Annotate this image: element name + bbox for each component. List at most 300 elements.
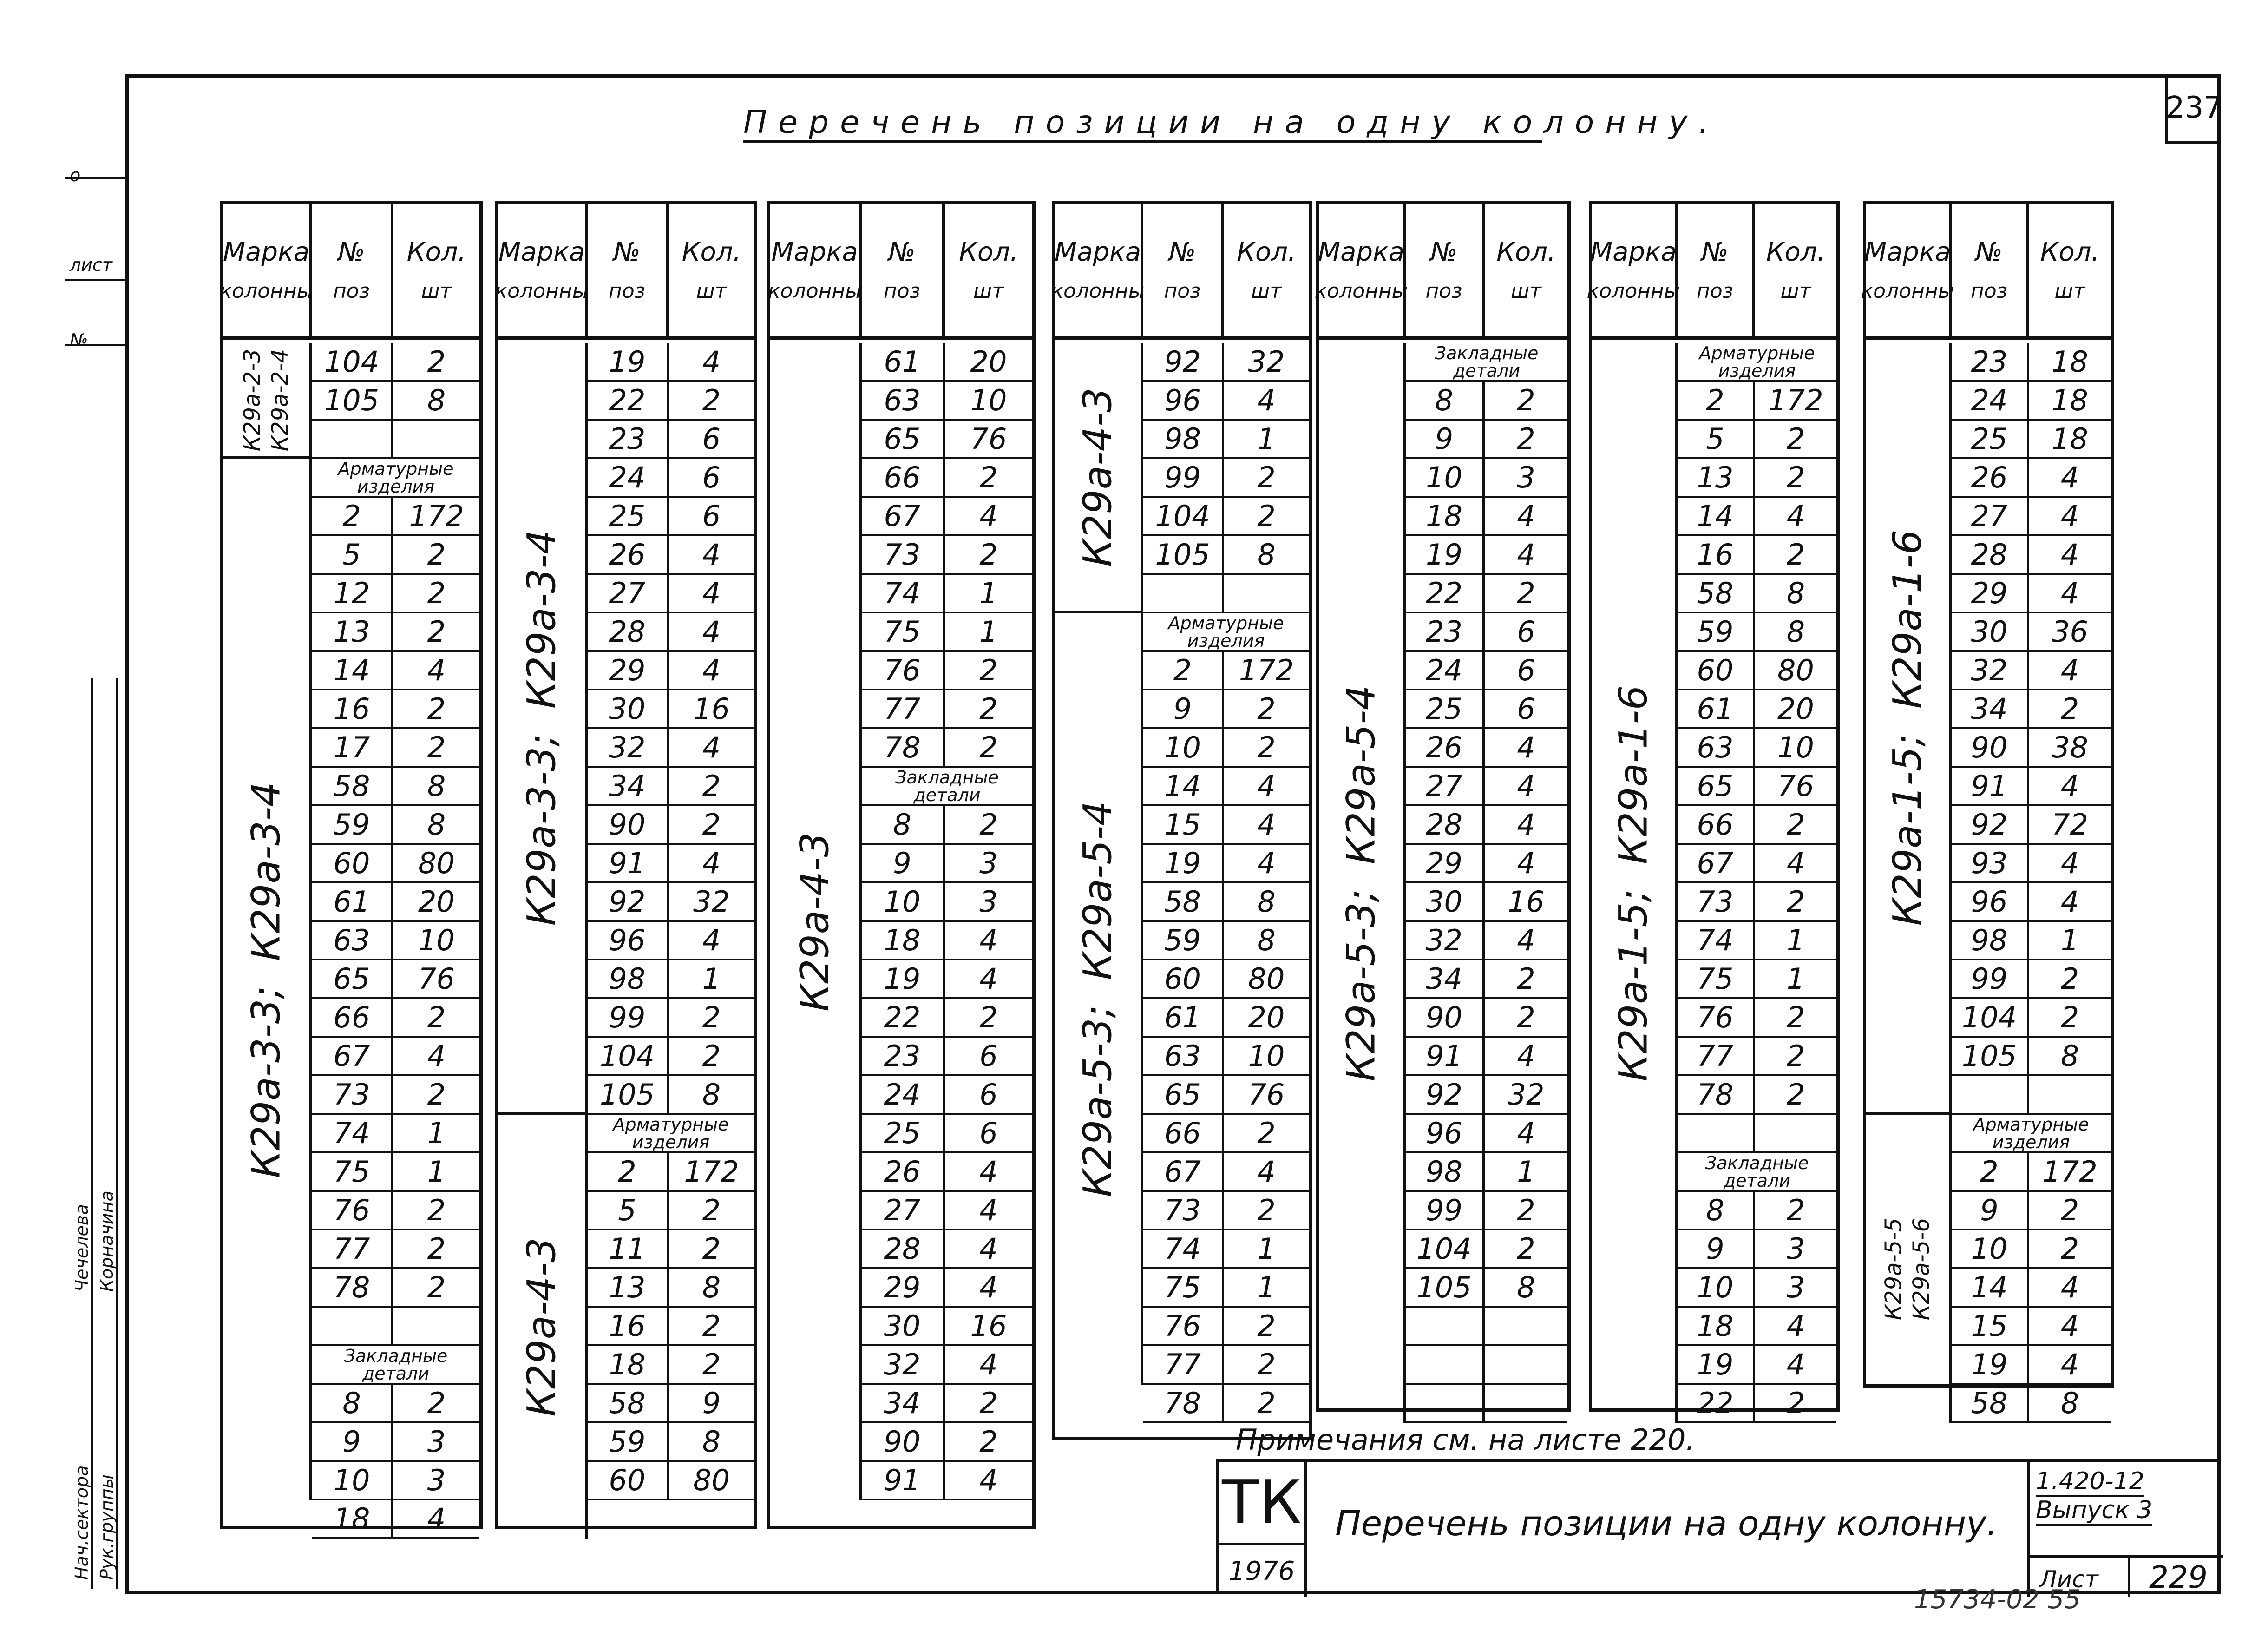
position-cell: 12 [312,575,393,612]
table-row [1678,1308,1836,1346]
table-row [1952,690,2111,729]
quantity-cell: 3 [1517,460,1535,494]
position-cell: 65 [1678,768,1755,804]
strip-rule [65,177,125,179]
position-cell [312,1308,393,1344]
column-mark-text: К29а-5-3; К29а-5-4 [1338,685,1384,1082]
table-row [312,729,479,768]
header-label: шт [1251,279,1282,303]
quantity-cell: 18 [2052,383,2088,417]
quantity-cell: 2 [1786,1078,1805,1111]
section-heading-row [1406,343,1567,382]
column-mark [1055,343,1143,613]
position-cell: 24 [1406,652,1485,689]
position-cell: 14 [312,652,393,689]
position-cell: 65 [312,960,393,997]
quantity-cell: 8 [427,769,446,803]
table-row [1406,960,1567,999]
table-header-cell [669,204,754,336]
position-cell: 73 [1678,883,1755,920]
quantity-cell: 8 [702,1078,721,1111]
column-mark [498,1115,588,1539]
table-row [1678,1346,1836,1385]
table-row [1143,806,1309,845]
position-cell: 58 [1678,575,1755,612]
table-row [588,1076,754,1115]
quantity-cell: 2 [979,1425,998,1459]
header-label: Кол. [1766,237,1826,267]
quantity-cell: 6 [979,1116,998,1150]
column-mark [1055,613,1143,1385]
quantity-cell: 2 [1517,1000,1535,1034]
table-row [1406,421,1567,459]
position-cell: 27 [862,1192,945,1229]
quantity-cell: 80 [693,1463,730,1497]
quantity-cell: 2 [979,1000,998,1034]
header-label: Марка [1864,237,1951,267]
table-row [312,806,479,845]
table-row [312,575,479,613]
quantity-cell: 4 [702,730,721,764]
section-heading: Закладные детали [1705,1152,1809,1191]
quantity-cell: 20 [418,885,455,919]
quantity-cell: 4 [1257,808,1276,842]
position-cell: 67 [862,498,945,534]
position-cell [1406,1385,1485,1421]
quantity-cell: 8 [2060,1039,2079,1073]
table-row [588,1153,754,1192]
quantity-cell: 8 [702,1425,721,1459]
table-row [862,382,1032,421]
quantity-cell: 1 [979,576,998,610]
position-cell: 2 [1952,1153,2029,1190]
position-cell: 26 [588,536,669,573]
table-row [1143,1115,1309,1153]
quantity-cell: 4 [427,1502,446,1536]
table-row [1143,999,1309,1038]
quantity-cell: 4 [2060,538,2079,572]
quantity-cell: 4 [702,653,721,687]
position-cell: 5 [1678,421,1755,457]
table-row [1952,960,2111,999]
quantity-cell: 2 [979,808,998,842]
table-row [862,1462,1032,1500]
header-label: № [1975,237,2003,267]
position-cell: 98 [1143,421,1224,457]
position-cell: 61 [1143,999,1224,1036]
position-cell: 10 [862,883,945,920]
table-row [862,1269,1032,1308]
position-cell: 19 [1143,845,1224,881]
table-row [1406,498,1567,536]
table-row [1952,498,2111,536]
table-row [1406,768,1567,806]
table-row [1406,382,1567,421]
table-row [588,459,754,498]
quantity-cell: 76 [1777,769,1814,803]
quantity-cell: 2 [1517,1232,1535,1266]
table-row [588,421,754,459]
strip-rule [91,678,93,1589]
quantity-cell: 2 [1517,1193,1535,1227]
quantity-cell: 4 [1517,730,1535,764]
position-cell: 27 [588,575,669,612]
quantity-cell: 10 [418,923,455,957]
table-row [312,536,479,575]
quantity-cell: 2 [427,1000,446,1034]
header-label: поз [608,279,646,303]
table-row [862,960,1032,999]
position-cell: 10 [1678,1269,1755,1306]
title-block [1216,1459,2221,1594]
table-row [1143,1076,1309,1115]
position-cell: 19 [862,960,945,997]
quantity-cell: 3 [1786,1232,1805,1266]
quantity-cell: 1 [979,615,998,649]
table-row [1678,536,1836,575]
quantity-cell: 80 [1777,653,1814,687]
quantity-cell: 2 [702,1039,721,1073]
quantity-cell: 172 [1768,383,1823,417]
table-row [312,1500,479,1539]
quantity-cell: 2 [979,1386,998,1420]
table-row [588,1192,754,1230]
table-row [1406,845,1567,883]
quantity-cell: 1 [1257,1232,1276,1266]
document-code-line2: Выпуск 3 [2036,1497,2152,1526]
table-row [1678,845,1836,883]
quantity-cell: 1 [1517,1155,1535,1189]
section-heading-row [1143,613,1309,652]
table-row [862,922,1032,960]
column-mark-text: К29а-3-3; К29а-3-4 [518,529,564,926]
table-header-cell [1861,204,1954,336]
table-row [1143,690,1309,729]
header-label: шт [2054,279,2085,303]
table-row [1678,421,1836,459]
table-row [1406,806,1567,845]
position-cell: 22 [1406,575,1485,612]
table-row [312,382,479,421]
quantity-cell: 4 [1257,383,1276,417]
quantity-cell: 4 [2060,769,2079,803]
position-cell: 23 [1406,613,1485,650]
section-heading: Арматурные изделия [1973,1114,2089,1152]
position-cell: 77 [1143,1346,1224,1383]
quantity-cell: 6 [979,1039,998,1073]
table-row [1678,613,1836,652]
position-cell: 93 [1952,845,2029,881]
table-header-cell [312,204,393,336]
position-cell: 34 [1406,960,1485,997]
table-row [1678,1038,1836,1076]
position-cell: 11 [588,1230,669,1267]
position-cell: 104 [312,343,393,380]
quantity-cell: 8 [1257,923,1276,957]
position-cell: 78 [862,729,945,766]
table-row [1678,729,1836,768]
quantity-cell: 6 [1517,615,1535,649]
column-mark-text: К29а-2-3 К29а-2-4 [239,349,293,451]
quantity-cell: 4 [2060,499,2079,533]
quantity-cell: 2 [702,1000,721,1034]
table-row [1143,343,1309,382]
table-row [862,652,1032,690]
position-cell: 19 [1952,1346,2029,1383]
position-cell: 66 [312,999,393,1036]
position-cell: 99 [588,999,669,1036]
position-cell: 99 [1143,459,1224,496]
header-label: № [888,237,916,267]
quantity-cell: 2 [427,1232,446,1266]
table-row [862,1230,1032,1269]
position-cell: 23 [588,421,669,457]
table-row [1406,1346,1567,1385]
quantity-cell: 4 [427,653,446,687]
position-cell: 29 [588,652,669,689]
table-header-cell [2029,204,2111,336]
table-row [588,729,754,768]
position-table [495,201,757,1529]
position-cell: 19 [1406,536,1485,573]
header-label: поз [1425,279,1462,303]
quantity-cell: 4 [1517,1039,1535,1073]
position-cell: 105 [312,382,393,419]
sheet-value: 229 [2128,1558,2226,1597]
table-row [1406,536,1567,575]
position-cell: 76 [312,1192,393,1229]
table-row [1952,845,2111,883]
quantity-cell: 4 [702,538,721,572]
header-rule [770,336,1032,340]
position-cell: 78 [1143,1385,1224,1421]
table-row [588,382,754,421]
position-cell: 25 [862,1115,945,1151]
position-cell: 8 [1678,1192,1755,1229]
quantity-cell: 2 [702,808,721,842]
quantity-cell: 2 [979,692,998,726]
table-row [1406,883,1567,922]
quantity-cell: 2 [1257,1348,1276,1381]
position-cell: 96 [1952,883,2029,920]
position-cell: 19 [588,343,669,380]
quantity-cell: 2 [1257,1309,1276,1343]
quantity-cell: 4 [1517,538,1535,572]
table-row [1406,729,1567,768]
position-cell: 9 [1952,1192,2029,1229]
header-label: колонны [1586,279,1680,303]
table-row [588,768,754,806]
strip-label-a: о [70,165,81,185]
position-cell: 74 [312,1115,393,1151]
table-header-cell [588,204,669,336]
table-header-cell [495,204,589,336]
quantity-cell: 4 [979,1270,998,1304]
quantity-cell: 80 [418,846,455,880]
quantity-cell: 4 [979,962,998,996]
position-cell: 30 [862,1308,945,1344]
position-cell: 61 [862,343,945,380]
section-heading-row [1678,343,1836,382]
position-cell: 60 [1678,652,1755,689]
position-cell: 92 [1952,806,2029,843]
quantity-cell: 2 [2060,1193,2079,1227]
quantity-cell: 18 [2052,422,2088,456]
table-row [1143,922,1309,960]
quantity-cell [393,1308,479,1344]
position-cell [1678,1115,1755,1151]
position-cell: 32 [862,1346,945,1383]
column-mark [498,343,588,1115]
table-row [588,999,754,1038]
quantity-cell: 32 [1248,345,1285,379]
table-row [312,1038,479,1076]
position-cell: 2 [588,1153,669,1190]
quantity-cell: 6 [1517,692,1535,726]
table-row [588,1423,754,1462]
position-cell: 26 [1952,459,2029,496]
document-code [2027,1462,2223,1555]
table-row [1678,1076,1836,1115]
position-cell: 105 [1143,536,1224,573]
quantity-cell: 4 [1786,846,1805,880]
strip-rule [65,279,125,281]
column-mark-text: К29а-3-3; К29а-3-4 [243,782,289,1178]
position-cell: 34 [588,768,669,804]
table-row [862,845,1032,883]
table-row [1678,999,1836,1038]
table-header-cell [1143,204,1224,336]
quantity-cell: 2 [427,1193,446,1227]
quantity-cell: 2 [1786,1000,1805,1034]
table-row [1406,613,1567,652]
position-cell: 63 [862,382,945,419]
quantity-cell: 4 [2060,1270,2079,1304]
table-row [1678,1385,1836,1423]
quantity-cell: 2 [702,1309,721,1343]
position-cell: 26 [862,1153,945,1190]
table-row [312,1153,479,1192]
header-label: шт [1511,279,1541,303]
position-cell: 14 [1143,768,1224,804]
signature-name-2: Корначина [97,1190,117,1292]
table-row [1952,343,2111,382]
quantity-cell: 16 [1508,885,1545,919]
header-label: № [613,237,641,267]
table-header-cell [770,204,862,336]
position-cell: 30 [1952,613,2029,650]
position-cell: 19 [1678,1346,1755,1383]
table-row [312,421,479,459]
position-cell: 10 [1143,729,1224,766]
header-label: Кол. [2040,237,2100,267]
position-cell: 76 [1678,999,1755,1036]
table-row [1678,922,1836,960]
position-cell: 18 [588,1346,669,1383]
header-label: колонны [768,279,861,303]
position-cell: 58 [312,768,393,804]
quantity-cell: 4 [979,1232,998,1266]
table-row [862,498,1032,536]
quantity-cell: 2 [1257,1386,1276,1420]
quantity-cell: 76 [418,962,455,996]
position-cell: 67 [1143,1153,1224,1190]
table-row [1143,1192,1309,1230]
table-header-cell [1678,204,1755,336]
header-rule [1592,336,1836,340]
sheet-number: 237 [2165,74,2221,144]
section-heading-row [312,459,479,498]
quantity-cell: 9 [702,1386,721,1420]
quantity-cell [393,421,479,457]
table-row [312,613,479,652]
position-cell: 75 [312,1153,393,1190]
position-cell: 59 [1143,922,1224,959]
quantity-cell: 1 [702,962,721,996]
position-cell: 73 [1143,1192,1224,1229]
position-cell: 10 [312,1462,393,1499]
quantity-cell: 2 [2060,692,2079,726]
position-cell: 29 [1952,575,2029,612]
footnote: Примечания см. на листе 220. [1236,1423,1695,1457]
quantity-cell: 3 [427,1425,446,1459]
position-cell: 24 [862,1076,945,1113]
column-mark-text: К29а-5-3; К29а-5-4 [1075,801,1121,1197]
quantity-cell: 4 [702,576,721,610]
position-cell: 30 [588,690,669,727]
table-row [1678,1230,1836,1269]
signature-role-2: Рук.группы [97,1474,117,1580]
quantity-cell: 4 [2060,576,2079,610]
header-label: шт [696,279,727,303]
table-row [1952,459,2111,498]
quantity-cell: 2 [979,460,998,494]
quantity-cell: 1 [1786,962,1805,996]
header-label: Марка [498,237,585,267]
quantity-cell: 4 [427,1039,446,1073]
table-row [588,536,754,575]
table-header-cell [862,204,945,336]
table-row [588,1308,754,1346]
position-cell: 23 [862,1038,945,1074]
quantity-cell: 2 [1257,692,1276,726]
position-cell: 98 [1406,1153,1485,1190]
quantity-cell: 2 [702,769,721,803]
quantity-cell: 2 [427,730,446,764]
quantity-cell: 4 [1257,769,1276,803]
quantity-cell: 6 [702,422,721,456]
position-cell: 76 [1143,1308,1224,1344]
table-row [588,1230,754,1269]
position-cell: 104 [1406,1230,1485,1267]
position-cell: 66 [1143,1115,1224,1151]
quantity-cell: 2 [1257,460,1276,494]
table-row [1678,883,1836,922]
table-row [1952,1346,2111,1385]
section-heading-row [1952,1115,2111,1153]
position-cell: 74 [1678,922,1755,959]
quantity-cell: 4 [2060,1348,2079,1381]
quantity-cell: 8 [1257,885,1276,919]
quantity-cell: 2 [1786,885,1805,919]
quantity-cell: 6 [702,499,721,533]
header-label: Кол. [959,237,1018,267]
position-cell: 78 [312,1269,393,1306]
header-label: № [338,237,365,267]
table-row [862,1038,1032,1076]
position-cell: 74 [862,575,945,612]
table-row [588,343,754,382]
